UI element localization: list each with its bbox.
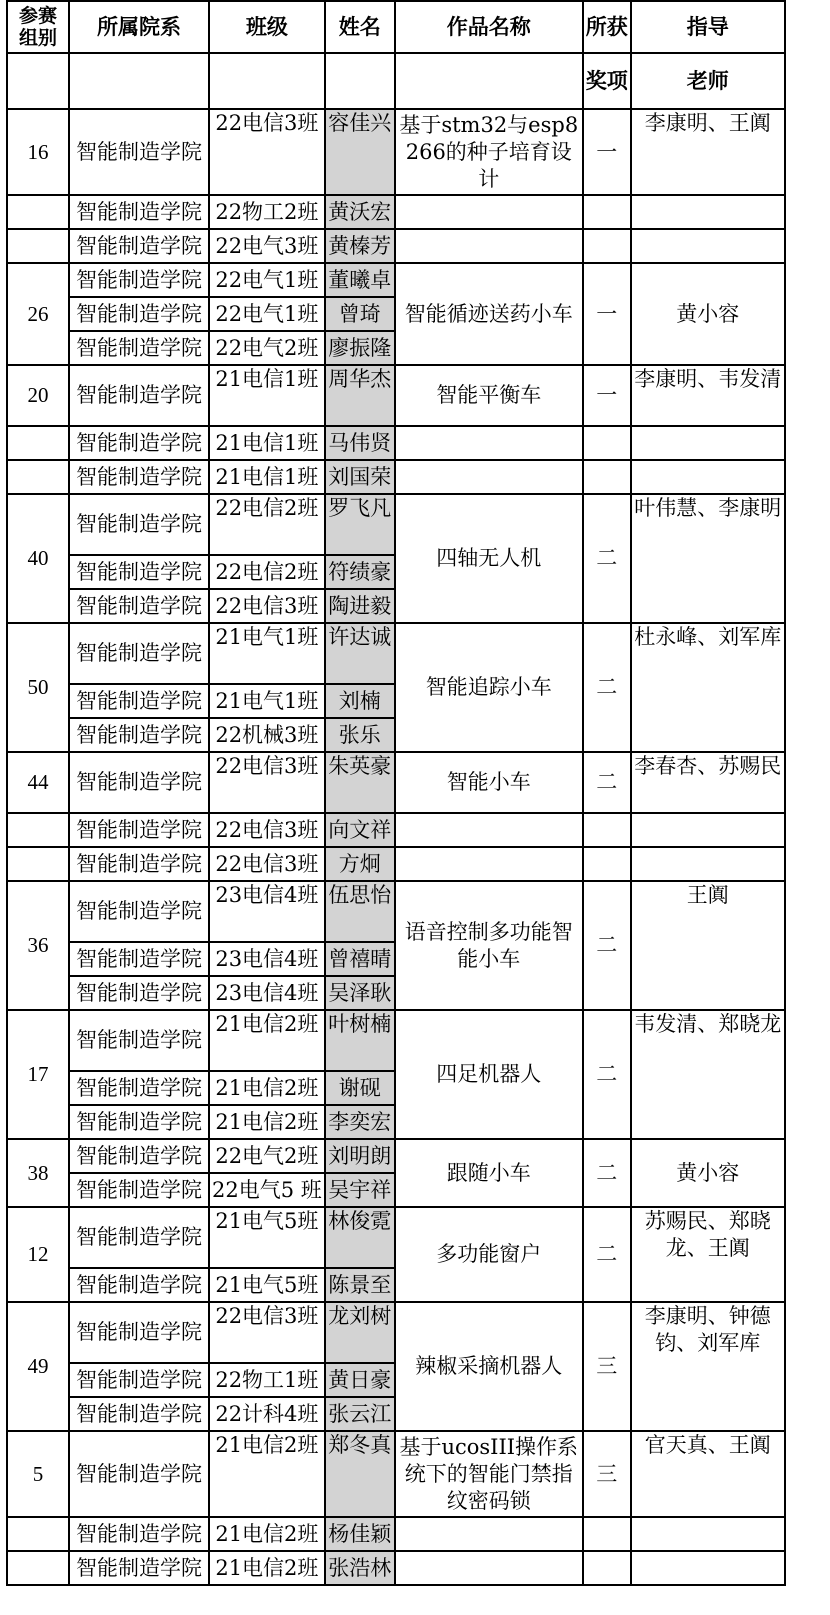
advisor-cell: 李康明、韦发清 bbox=[631, 365, 785, 426]
header-group: 参赛组别 bbox=[7, 1, 69, 53]
empty-cell bbox=[395, 847, 583, 881]
team-row bbox=[7, 365, 785, 426]
member-name-cell: 容佳兴 bbox=[325, 109, 395, 195]
group-number-cell: 26 bbox=[7, 263, 69, 365]
class-cell: 22电信3班 bbox=[209, 847, 325, 881]
header-award-bottom: 奖项 bbox=[583, 53, 631, 109]
class-cell: 21电信2班 bbox=[209, 1431, 325, 1517]
college-cell: 智能制造学院 bbox=[69, 589, 209, 623]
class-cell: 21电信1班 bbox=[209, 365, 325, 426]
group-number-cell: 20 bbox=[7, 365, 69, 426]
class-cell: 22电信3班 bbox=[209, 589, 325, 623]
empty-cell bbox=[583, 1517, 631, 1551]
college-cell: 智能制造学院 bbox=[69, 426, 209, 460]
team-row bbox=[7, 1010, 785, 1071]
team-row bbox=[7, 263, 785, 297]
header-empty-cell bbox=[395, 53, 583, 109]
project-title-cell: 基于stm32与esp8266的种子培育设计 bbox=[395, 109, 583, 195]
college-cell: 智能制造学院 bbox=[69, 976, 209, 1010]
empty-cell bbox=[583, 229, 631, 263]
empty-cell bbox=[631, 1551, 785, 1585]
college-cell: 智能制造学院 bbox=[69, 494, 209, 555]
group-number-cell: 40 bbox=[7, 494, 69, 623]
member-name-cell: 郑冬真 bbox=[325, 1431, 395, 1517]
class-cell: 22电气3班 bbox=[209, 229, 325, 263]
advisor-cell: 黄小容 bbox=[631, 263, 785, 365]
advisor-cell: 李康明、王阗 bbox=[631, 109, 785, 195]
member-name-cell: 吴宇祥 bbox=[325, 1173, 395, 1207]
class-cell: 23电信4班 bbox=[209, 942, 325, 976]
empty-cell bbox=[395, 460, 583, 494]
class-cell: 21电信2班 bbox=[209, 1105, 325, 1139]
college-cell: 智能制造学院 bbox=[69, 460, 209, 494]
college-cell: 智能制造学院 bbox=[69, 1268, 209, 1302]
empty-cell bbox=[395, 229, 583, 263]
class-cell: 23电信4班 bbox=[209, 881, 325, 942]
class-cell: 22电气2班 bbox=[209, 331, 325, 365]
team-row bbox=[7, 752, 785, 813]
advisor-cell: 王阗 bbox=[631, 881, 785, 1010]
college-cell: 智能制造学院 bbox=[69, 942, 209, 976]
college-cell: 智能制造学院 bbox=[69, 1363, 209, 1397]
header-advisor-top: 指导 bbox=[631, 1, 785, 53]
empty-cell bbox=[631, 1517, 785, 1551]
group-number-cell: 44 bbox=[7, 752, 69, 813]
advisor-cell: 李康明、钟德钧、刘军库 bbox=[631, 1302, 785, 1431]
member-name-cell: 符绩豪 bbox=[325, 555, 395, 589]
empty-cell bbox=[7, 1517, 69, 1551]
header-advisor-bottom: 老师 bbox=[631, 53, 785, 109]
header-empty-cell bbox=[209, 53, 325, 109]
member-name-cell: 罗飞凡 bbox=[325, 494, 395, 555]
member-name-cell: 黄沃宏 bbox=[325, 195, 395, 229]
award-level-cell: 二 bbox=[583, 1139, 631, 1207]
member-name-cell: 张乐 bbox=[325, 718, 395, 752]
member-row bbox=[7, 426, 785, 460]
header-empty-cell bbox=[7, 53, 69, 109]
member-name-cell: 曾禧晴 bbox=[325, 942, 395, 976]
award-level-cell: 二 bbox=[583, 752, 631, 813]
member-name-cell: 林俊霓 bbox=[325, 1207, 395, 1268]
member-name-cell: 叶树楠 bbox=[325, 1010, 395, 1071]
team-row bbox=[7, 1139, 785, 1173]
header-row bbox=[7, 1, 785, 53]
college-cell: 智能制造学院 bbox=[69, 297, 209, 331]
class-cell: 21电信2班 bbox=[209, 1010, 325, 1071]
class-cell: 22电信2班 bbox=[209, 555, 325, 589]
empty-cell bbox=[583, 813, 631, 847]
class-cell: 22物工1班 bbox=[209, 1363, 325, 1397]
award-level-cell: 一 bbox=[583, 263, 631, 365]
advisor-cell: 官天真、王阗 bbox=[631, 1431, 785, 1517]
project-title-cell: 四轴无人机 bbox=[395, 494, 583, 623]
empty-cell bbox=[583, 426, 631, 460]
advisor-cell: 李春杏、苏赐民 bbox=[631, 752, 785, 813]
member-row bbox=[7, 195, 785, 229]
class-cell: 22电信3班 bbox=[209, 1302, 325, 1363]
project-title-cell: 辣椒采摘机器人 bbox=[395, 1302, 583, 1431]
college-cell: 智能制造学院 bbox=[69, 263, 209, 297]
empty-cell bbox=[7, 195, 69, 229]
class-cell: 22电气5 班 bbox=[209, 1173, 325, 1207]
advisor-cell: 杜永峰、刘军库 bbox=[631, 623, 785, 752]
project-title-cell: 智能追踪小车 bbox=[395, 623, 583, 752]
member-name-cell: 廖振隆 bbox=[325, 331, 395, 365]
empty-cell bbox=[631, 460, 785, 494]
empty-cell bbox=[583, 847, 631, 881]
class-cell: 21电信2班 bbox=[209, 1551, 325, 1585]
class-cell: 21电信1班 bbox=[209, 460, 325, 494]
member-name-cell: 吴泽耿 bbox=[325, 976, 395, 1010]
empty-cell bbox=[7, 813, 69, 847]
class-cell: 21电信1班 bbox=[209, 426, 325, 460]
advisor-cell: 苏赐民、郑晓龙、王阗 bbox=[631, 1207, 785, 1302]
project-title-cell: 智能循迹送药小车 bbox=[395, 263, 583, 365]
member-name-cell: 董曦卓 bbox=[325, 263, 395, 297]
college-cell: 智能制造学院 bbox=[69, 623, 209, 684]
class-cell: 21电信2班 bbox=[209, 1517, 325, 1551]
college-cell: 智能制造学院 bbox=[69, 555, 209, 589]
class-cell: 22计科4班 bbox=[209, 1397, 325, 1431]
college-cell: 智能制造学院 bbox=[69, 1431, 209, 1517]
empty-cell bbox=[395, 426, 583, 460]
college-cell: 智能制造学院 bbox=[69, 1397, 209, 1431]
member-row bbox=[7, 460, 785, 494]
header-empty-cell bbox=[69, 53, 209, 109]
member-name-cell: 张云江 bbox=[325, 1397, 395, 1431]
college-cell: 智能制造学院 bbox=[69, 1173, 209, 1207]
header-name: 姓名 bbox=[325, 1, 395, 53]
header-row-2 bbox=[7, 53, 785, 109]
college-cell: 智能制造学院 bbox=[69, 752, 209, 813]
college-cell: 智能制造学院 bbox=[69, 109, 209, 195]
award-table-body bbox=[7, 1, 785, 1585]
member-name-cell: 刘楠 bbox=[325, 684, 395, 718]
group-number-cell: 38 bbox=[7, 1139, 69, 1207]
empty-cell bbox=[395, 195, 583, 229]
group-number-cell: 16 bbox=[7, 109, 69, 195]
header-project: 作品名称 bbox=[395, 1, 583, 53]
class-cell: 21电气1班 bbox=[209, 684, 325, 718]
class-cell: 22电气2班 bbox=[209, 1139, 325, 1173]
college-cell: 智能制造学院 bbox=[69, 1302, 209, 1363]
header-college: 所属院系 bbox=[69, 1, 209, 53]
college-cell: 智能制造学院 bbox=[69, 1207, 209, 1268]
college-cell: 智能制造学院 bbox=[69, 365, 209, 426]
award-level-cell: 一 bbox=[583, 109, 631, 195]
college-cell: 智能制造学院 bbox=[69, 1517, 209, 1551]
member-name-cell: 周华杰 bbox=[325, 365, 395, 426]
member-name-cell: 伍思怡 bbox=[325, 881, 395, 942]
advisor-cell: 叶伟慧、李康明 bbox=[631, 494, 785, 623]
college-cell: 智能制造学院 bbox=[69, 813, 209, 847]
group-number-cell: 49 bbox=[7, 1302, 69, 1431]
project-title-cell: 基于ucosIII操作系统下的智能门禁指纹密码锁 bbox=[395, 1431, 583, 1517]
member-name-cell: 黄榛芳 bbox=[325, 229, 395, 263]
award-level-cell: 二 bbox=[583, 1010, 631, 1139]
header-class: 班级 bbox=[209, 1, 325, 53]
empty-cell bbox=[583, 195, 631, 229]
empty-cell bbox=[395, 813, 583, 847]
empty-cell bbox=[395, 1517, 583, 1551]
team-row bbox=[7, 1302, 785, 1363]
class-cell: 22电信2班 bbox=[209, 494, 325, 555]
college-cell: 智能制造学院 bbox=[69, 718, 209, 752]
college-cell: 智能制造学院 bbox=[69, 1010, 209, 1071]
team-row bbox=[7, 1431, 785, 1517]
award-list-sheet bbox=[6, 0, 786, 1586]
member-name-cell: 方炯 bbox=[325, 847, 395, 881]
college-cell: 智能制造学院 bbox=[69, 229, 209, 263]
header-award-top: 所获 bbox=[583, 1, 631, 53]
team-row bbox=[7, 109, 785, 195]
college-cell: 智能制造学院 bbox=[69, 1105, 209, 1139]
member-name-cell: 曾琦 bbox=[325, 297, 395, 331]
award-level-cell: 二 bbox=[583, 1207, 631, 1302]
college-cell: 智能制造学院 bbox=[69, 1551, 209, 1585]
award-level-cell: 一 bbox=[583, 365, 631, 426]
class-cell: 21电气1班 bbox=[209, 623, 325, 684]
empty-cell bbox=[7, 426, 69, 460]
member-name-cell: 谢砚 bbox=[325, 1071, 395, 1105]
member-row bbox=[7, 229, 785, 263]
empty-cell bbox=[7, 1551, 69, 1585]
college-cell: 智能制造学院 bbox=[69, 195, 209, 229]
group-number-cell: 17 bbox=[7, 1010, 69, 1139]
college-cell: 智能制造学院 bbox=[69, 1071, 209, 1105]
empty-cell bbox=[583, 460, 631, 494]
award-level-cell: 三 bbox=[583, 1431, 631, 1517]
empty-cell bbox=[7, 460, 69, 494]
college-cell: 智能制造学院 bbox=[69, 684, 209, 718]
team-row bbox=[7, 1207, 785, 1268]
college-cell: 智能制造学院 bbox=[69, 847, 209, 881]
college-cell: 智能制造学院 bbox=[69, 331, 209, 365]
award-level-cell: 二 bbox=[583, 623, 631, 752]
advisor-cell: 韦发清、郑晓龙 bbox=[631, 1010, 785, 1139]
team-row bbox=[7, 494, 785, 555]
class-cell: 21电气5班 bbox=[209, 1268, 325, 1302]
member-name-cell: 马伟贤 bbox=[325, 426, 395, 460]
member-name-cell: 许达诚 bbox=[325, 623, 395, 684]
project-title-cell: 语音控制多功能智能小车 bbox=[395, 881, 583, 1010]
class-cell: 22电气1班 bbox=[209, 263, 325, 297]
member-row bbox=[7, 813, 785, 847]
team-row bbox=[7, 881, 785, 942]
header-empty-cell bbox=[325, 53, 395, 109]
member-row bbox=[7, 847, 785, 881]
member-name-cell: 杨佳颖 bbox=[325, 1517, 395, 1551]
class-cell: 22电信3班 bbox=[209, 813, 325, 847]
member-name-cell: 陶进毅 bbox=[325, 589, 395, 623]
member-row bbox=[7, 1551, 785, 1585]
member-row bbox=[7, 1517, 785, 1551]
class-cell: 21电气5班 bbox=[209, 1207, 325, 1268]
empty-cell bbox=[631, 847, 785, 881]
college-cell: 智能制造学院 bbox=[69, 881, 209, 942]
empty-cell bbox=[631, 229, 785, 263]
class-cell: 22物工2班 bbox=[209, 195, 325, 229]
empty-cell bbox=[631, 426, 785, 460]
class-cell: 22电气1班 bbox=[209, 297, 325, 331]
member-name-cell: 刘明朗 bbox=[325, 1139, 395, 1173]
advisor-cell: 黄小容 bbox=[631, 1139, 785, 1207]
member-name-cell: 李奕宏 bbox=[325, 1105, 395, 1139]
empty-cell bbox=[631, 195, 785, 229]
award-level-cell: 三 bbox=[583, 1302, 631, 1431]
empty-cell bbox=[7, 847, 69, 881]
class-cell: 22机械3班 bbox=[209, 718, 325, 752]
college-cell: 智能制造学院 bbox=[69, 1139, 209, 1173]
team-row bbox=[7, 623, 785, 684]
project-title-cell: 多功能窗户 bbox=[395, 1207, 583, 1302]
award-level-cell: 二 bbox=[583, 494, 631, 623]
group-number-cell: 5 bbox=[7, 1431, 69, 1517]
group-number-cell: 36 bbox=[7, 881, 69, 1010]
group-number-cell: 50 bbox=[7, 623, 69, 752]
award-level-cell: 二 bbox=[583, 881, 631, 1010]
member-name-cell: 陈景至 bbox=[325, 1268, 395, 1302]
empty-cell bbox=[395, 1551, 583, 1585]
project-title-cell: 四足机器人 bbox=[395, 1010, 583, 1139]
member-name-cell: 张浩林 bbox=[325, 1551, 395, 1585]
group-number-cell: 12 bbox=[7, 1207, 69, 1302]
empty-cell bbox=[7, 229, 69, 263]
empty-cell bbox=[631, 813, 785, 847]
project-title-cell: 智能平衡车 bbox=[395, 365, 583, 426]
member-name-cell: 黄日豪 bbox=[325, 1363, 395, 1397]
member-name-cell: 刘国荣 bbox=[325, 460, 395, 494]
member-name-cell: 龙刘树 bbox=[325, 1302, 395, 1363]
empty-cell bbox=[583, 1551, 631, 1585]
class-cell: 23电信4班 bbox=[209, 976, 325, 1010]
class-cell: 22电信3班 bbox=[209, 109, 325, 195]
member-name-cell: 向文祥 bbox=[325, 813, 395, 847]
member-name-cell: 朱英豪 bbox=[325, 752, 395, 813]
class-cell: 21电信2班 bbox=[209, 1071, 325, 1105]
project-title-cell: 智能小车 bbox=[395, 752, 583, 813]
award-table bbox=[6, 0, 786, 1586]
class-cell: 22电信3班 bbox=[209, 752, 325, 813]
project-title-cell: 跟随小车 bbox=[395, 1139, 583, 1207]
